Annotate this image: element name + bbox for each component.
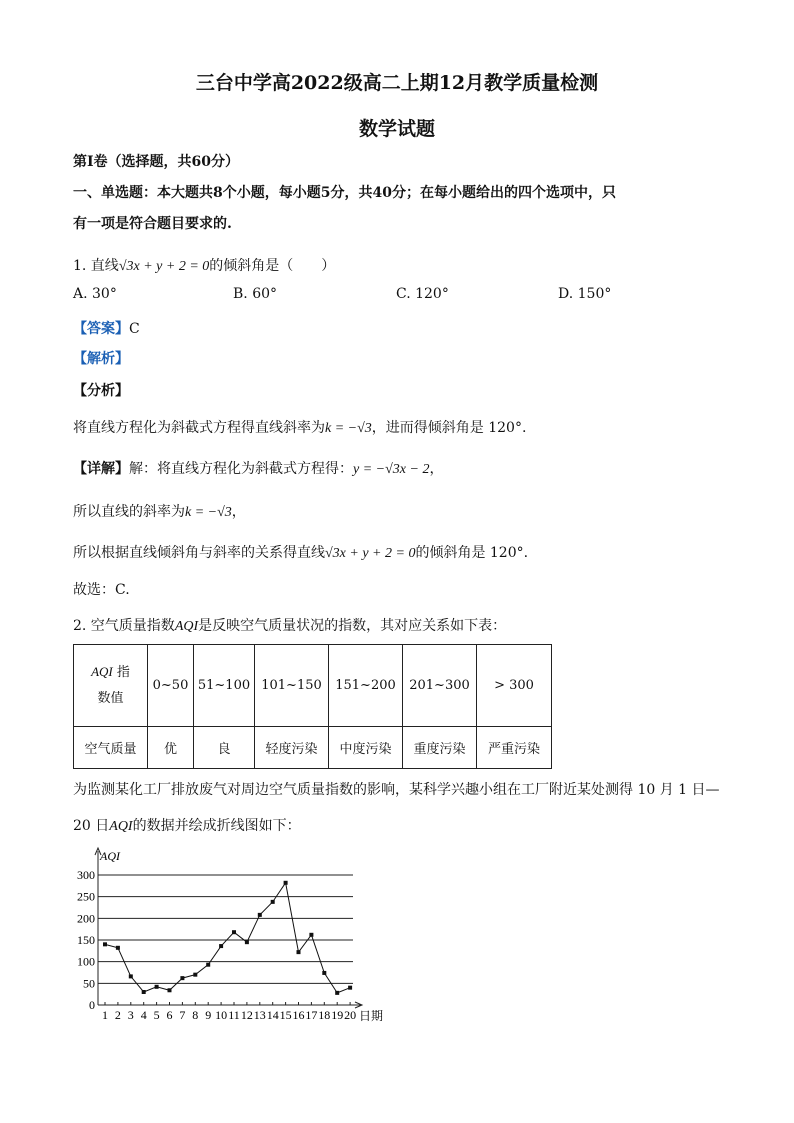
- aqi-range-cell: 151~200: [329, 645, 403, 727]
- aqi-table-head-level: 空气质量: [74, 727, 148, 769]
- aqi-table: [73, 644, 552, 769]
- detail-line: [73, 458, 443, 478]
- q1-suffix: 的倾斜角是（ ）: [209, 258, 336, 274]
- data-point: [258, 913, 262, 917]
- q2-text1: 为监测某化工厂排放废气对周边空气质量指数的影响，某科学兴趣小组在工厂附近某处测得 10 月 1 日—: [73, 782, 720, 798]
- x-tick-label: 11: [228, 1008, 240, 1022]
- slope-line: [73, 501, 246, 521]
- x-tick-label: 8: [192, 1008, 199, 1022]
- exam-subtitle: 数学试题: [358, 118, 435, 140]
- aqi-level-row: [74, 727, 552, 769]
- aqi-level-cell: 良: [194, 727, 255, 769]
- fenxi-text-a: 将直线方程化为斜截式方程得直线斜率为: [73, 420, 325, 436]
- x-tick-label: 15: [279, 1008, 292, 1022]
- exam-title: 三台中学高2022级高二上期12月教学质量检测: [195, 72, 599, 94]
- q1-option-d: D. 150°: [558, 286, 612, 302]
- q2-text2: [73, 815, 301, 835]
- section-instruction-line2: 有一项是符合题目要求的.: [73, 216, 232, 232]
- aqi-series-line: [105, 883, 350, 993]
- data-point: [142, 990, 146, 994]
- q1-choose: 故选：C.: [73, 582, 130, 598]
- fenxi-math: k = −√3: [325, 421, 372, 436]
- data-point: [219, 944, 223, 948]
- slope-end: ，: [231, 504, 246, 520]
- q2-intro-b: 是反映空气质量状况的指数，其对应关系如下表：: [198, 618, 507, 634]
- x-tick-label: 12: [240, 1008, 253, 1022]
- aqi-range-cell: 0~50: [148, 645, 194, 727]
- relation-line: [73, 542, 528, 562]
- section-instruction-line1: 一、单选题：本大题共8个小题，每小题5分，共40分；在每小题给出的四个选项中，只: [73, 185, 616, 201]
- q1-option-c: C. 120°: [396, 286, 449, 302]
- x-tick-label: 6: [166, 1008, 173, 1022]
- aqi-level-cell: 轻度污染: [255, 727, 329, 769]
- fenxi-text-b: ，进而得倾斜角是 120°.: [371, 420, 527, 436]
- analysis-label: 【解析】: [73, 351, 129, 367]
- aqi-range-row: [74, 645, 552, 727]
- data-point: [245, 940, 249, 944]
- y-tick-label: 100: [77, 954, 95, 969]
- aqi-head-b: 数值: [97, 691, 124, 706]
- aqi-level-cell: 中度污染: [329, 727, 403, 769]
- fenxi-label: 【分析】: [73, 383, 129, 399]
- y-tick-label: 200: [77, 911, 95, 926]
- y-tick-label: 0: [89, 998, 95, 1012]
- aqi-range-cell: 101~150: [255, 645, 329, 727]
- x-tick-label: 3: [127, 1008, 134, 1022]
- detail-text: 解：将直线方程化为斜截式方程得：: [129, 461, 353, 477]
- x-axis-label: 日期: [359, 1009, 384, 1023]
- q2-text2-a: 20 日: [73, 818, 110, 834]
- data-point: [180, 976, 184, 980]
- x-tick-label: 4: [140, 1008, 147, 1022]
- data-point: [297, 950, 301, 954]
- section-heading: 第Ⅰ卷（选择题，共60分）: [73, 154, 240, 170]
- aqi-range-cell: 51~100: [194, 645, 255, 727]
- q2-text2-b: 的数据并绘成折线图如下：: [132, 818, 301, 834]
- relation-text: 所以根据直线倾斜角与斜率的关系得直线: [73, 545, 325, 561]
- answer-label: 【答案】: [73, 321, 129, 337]
- aqi-level-cell: 严重污染: [477, 727, 552, 769]
- y-tick-label: 50: [83, 976, 95, 991]
- data-point: [309, 933, 313, 937]
- answer-value: C: [129, 321, 140, 337]
- data-point: [232, 930, 236, 934]
- q2-intro-math: AQI: [174, 619, 199, 634]
- x-tick-label: 20: [344, 1008, 357, 1022]
- x-tick-label: 19: [331, 1008, 344, 1022]
- data-point: [271, 900, 275, 904]
- aqi-range-cell: > 300: [477, 645, 552, 727]
- q2-intro-a: 2. 空气质量指数: [73, 618, 175, 634]
- detail-end: ，: [429, 461, 444, 477]
- q2-intro: [73, 615, 506, 635]
- x-tick-label: 9: [205, 1008, 212, 1022]
- x-tick-label: 13: [253, 1008, 266, 1022]
- y-tick-label: 300: [77, 868, 95, 882]
- aqi-head-math: AQI: [91, 664, 113, 679]
- y-axis-label: AQI: [100, 849, 120, 863]
- aqi-range-cell: 201~300: [403, 645, 477, 727]
- data-point: [206, 963, 210, 967]
- q1-equation: √3x + y + 2 = 0: [118, 259, 210, 274]
- x-tick-label: 1: [102, 1008, 108, 1022]
- x-tick-label: 7: [179, 1008, 186, 1022]
- data-point: [129, 974, 133, 978]
- y-tick-label: 150: [77, 933, 95, 947]
- q2-text2-math: AQI: [109, 819, 133, 834]
- data-point: [322, 971, 326, 975]
- aqi-line-chart: [60, 843, 400, 1023]
- x-tick-label: 17: [305, 1008, 318, 1022]
- data-point: [155, 985, 159, 989]
- aqi-table-head-range: [74, 645, 148, 727]
- q1-prefix: 1. 直线: [73, 258, 119, 274]
- aqi-level-cell: 优: [148, 727, 194, 769]
- data-point: [348, 986, 352, 990]
- q1-option-b: B. 60°: [233, 286, 278, 302]
- y-tick-label: 250: [77, 889, 95, 904]
- q1-answer: [73, 318, 140, 338]
- data-point: [193, 973, 197, 977]
- relation-math: √3x + y + 2 = 0: [325, 546, 416, 561]
- aqi-head-a: 指: [116, 665, 130, 680]
- data-point: [335, 991, 339, 995]
- data-point: [116, 946, 120, 950]
- data-point: [284, 881, 288, 885]
- q1-stem: [73, 255, 335, 275]
- slope-text: 所以直线的斜率为: [73, 504, 185, 520]
- x-tick-label: 14: [266, 1008, 279, 1022]
- slope-math: k = −√3: [185, 505, 232, 520]
- data-point: [103, 942, 107, 946]
- detail-label: 【详解】: [73, 461, 129, 477]
- fenxi-line: [73, 417, 526, 437]
- x-tick-label: 10: [215, 1008, 228, 1022]
- aqi-level-cell: 重度污染: [403, 727, 477, 769]
- x-tick-label: 18: [318, 1008, 331, 1022]
- data-point: [168, 988, 172, 992]
- q1-option-a: A. 30°: [73, 286, 117, 302]
- relation-end: 的倾斜角是 120°.: [415, 545, 529, 561]
- x-tick-label: 5: [153, 1008, 160, 1022]
- x-tick-label: 16: [292, 1008, 305, 1022]
- x-tick-label: 2: [114, 1008, 121, 1022]
- detail-math: y = −√3x − 2: [353, 462, 430, 477]
